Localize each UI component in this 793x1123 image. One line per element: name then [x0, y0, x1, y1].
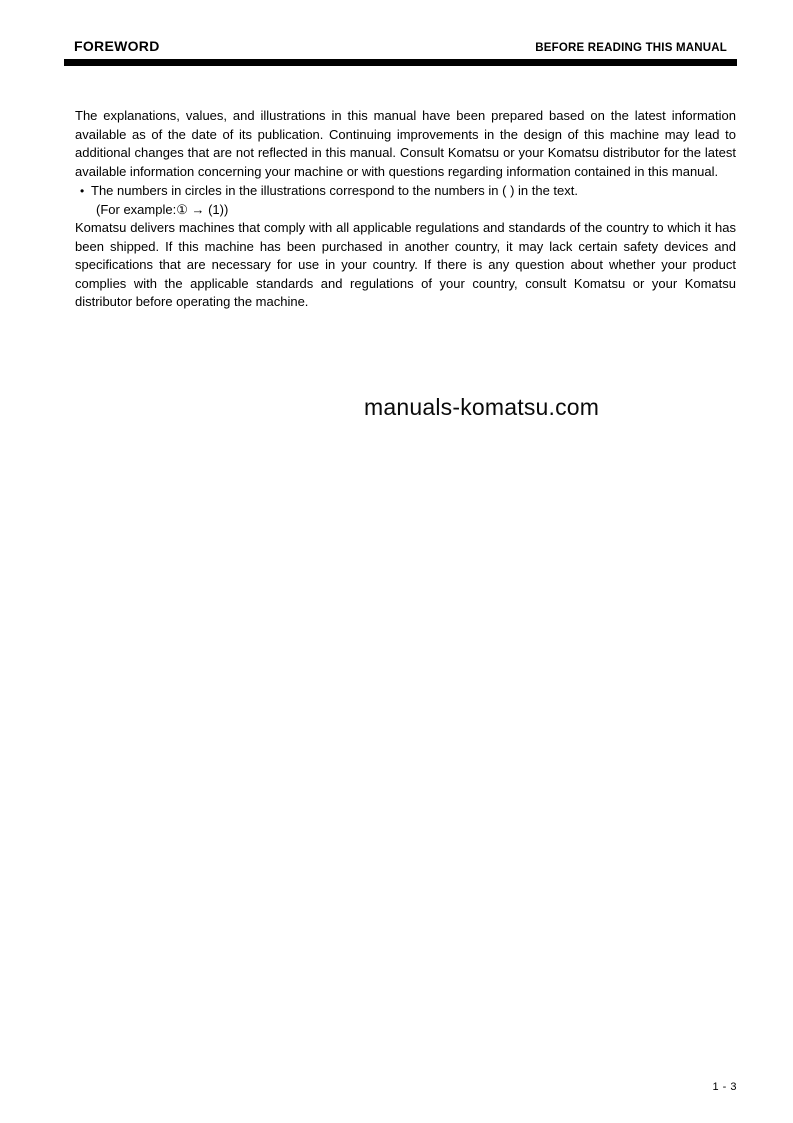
paragraph-intro: The explanations, values, and illustrations in this manual have been prepared based on the latest information available as of the date of its publication. Continuing improvements in the design of this machine may lead to additional changes that are not reflected in this manual. Consult Komatsu or your Komatsu distributor for the latest available information concerning your machine or with questions regarding information contained in this manual. [75, 108, 736, 179]
page-header-row [64, 38, 737, 59]
header-chapter-title: BEFORE READING THIS MANUAL [535, 42, 727, 54]
bullet-item [75, 182, 736, 201]
bullet-example-text: (For example:① → (1)) [96, 201, 229, 217]
bullet-icon: • [80, 184, 85, 198]
header-section-title: FOREWORD [74, 38, 160, 54]
page-number: 1 - 3 [712, 1081, 737, 1093]
bullet-text: The numbers in circles in the illustrations correspond to the numbers in ( ) in the text. [91, 183, 578, 198]
paragraph-compliance: Komatsu delivers machines that comply with all applicable regulations and standards of the country to which it has been shipped. If this machine has been purchased in another country, it may lack certain safety devices and specifications that are necessary for use in your country. If there is any question about whether your product complies with the applicable standards and regulations of your country, consult Komatsu or your Komatsu distributor before operating the machine. [75, 220, 736, 309]
header-divider-bar [64, 59, 737, 66]
page-body [75, 107, 736, 312]
page-header [64, 38, 737, 66]
watermark-text: manuals-komatsu.com [364, 394, 600, 420]
